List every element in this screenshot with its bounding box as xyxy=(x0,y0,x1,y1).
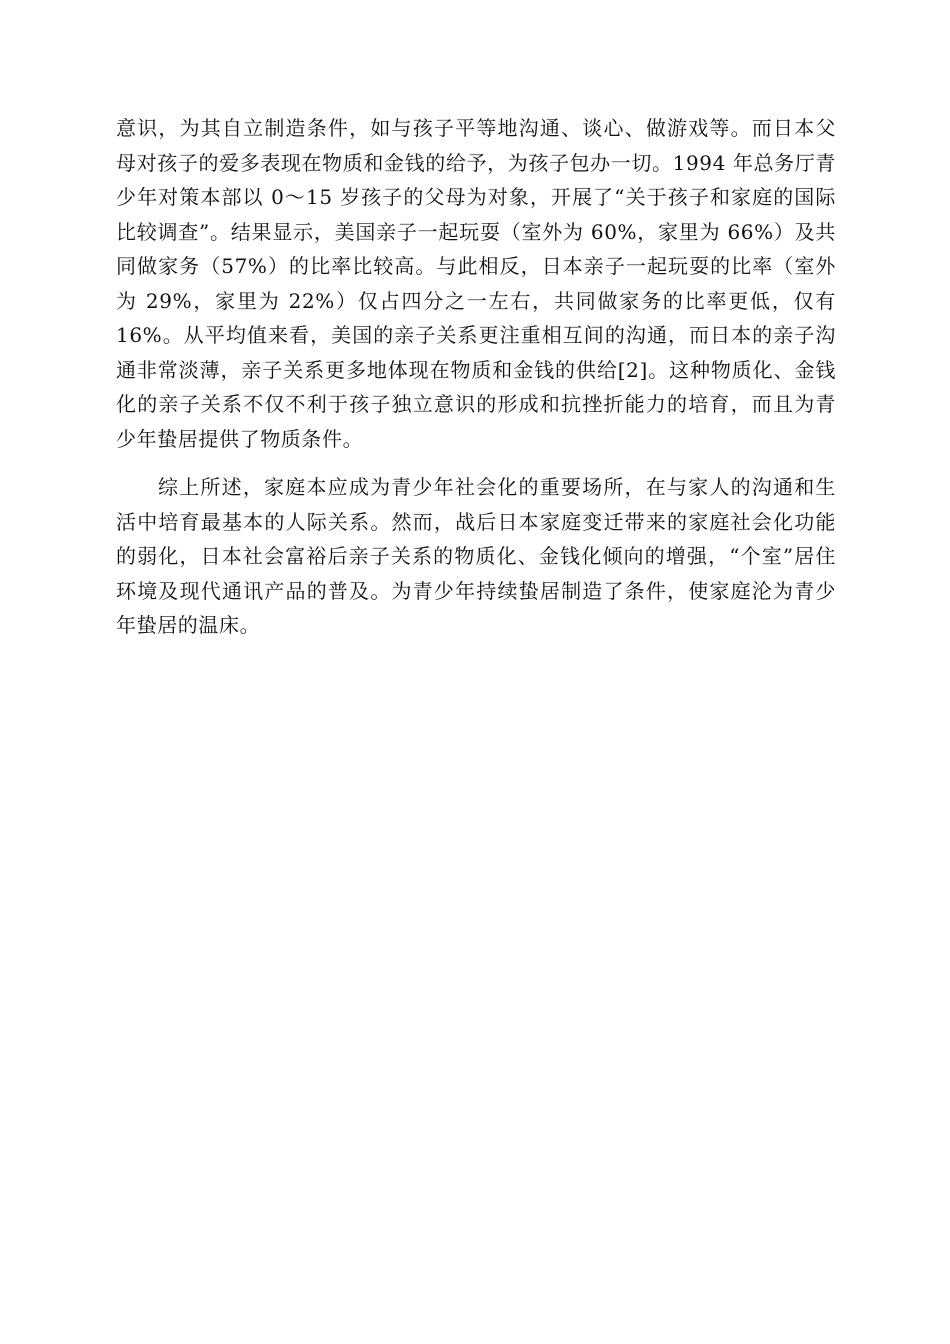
paragraph-parent-child-survey: 意识，为其自立制造条件，如与孩子平等地沟通、谈心、做游戏等。而日本父母对孩子的爱多表现在物质和金钱的给予，为孩子包办一切。1994 年总务厅青少年对策本部以 0～15 岁孩子的父母为对象，开展了“关于孩子和家庭的国际比较调查”。结果显示，美国亲子一起玩耍（室外为 60%，家里为 66%）及共同做家务（57%）的比率比较高。与此相反，日本亲子一起玩耍的比率（室外为 29%，家里为 22%）仅占四分之一左右，共同做家务的比率更低，仅有 16%。从平均值来看，美国的亲子关系更注重相互间的沟通，而日本的亲子沟通非常淡薄，亲子关系更多地体现在物质和金钱的供给[2]。这种物质化、金钱化的亲子关系不仅不利于孩子独立意识的形成和抗挫折能力的培育，而且为青少年蛰居提供了物质条件。 xyxy=(116,116,836,451)
document-body xyxy=(116,111,836,643)
paragraph-summary: 综上所述，家庭本应成为青少年社会化的重要场所，在与家人的沟通和生活中培育最基本的人际关系。然而，战后日本家庭变迁带来的家庭社会化功能的弱化，日本社会富裕后亲子关系的物质化、金钱化倾向的增强，“个室”居住环境及现代通讯产品的普及。为青少年持续蛰居制造了条件，使家庭沦为青少年蛰居的温床。 xyxy=(116,475,836,637)
